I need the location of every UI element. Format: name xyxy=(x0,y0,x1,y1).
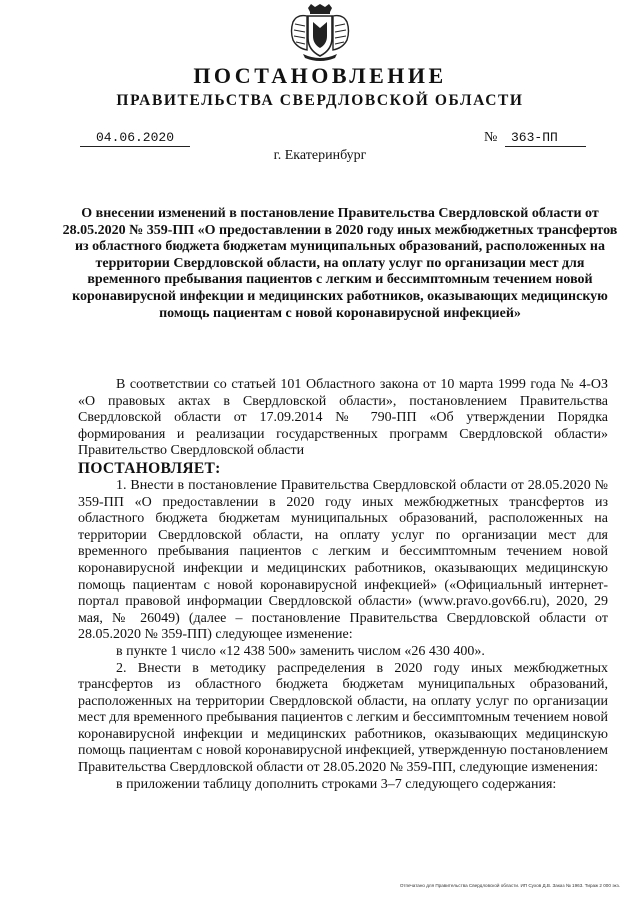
document-body xyxy=(78,377,608,793)
issue-city: г. Екатеринбург xyxy=(273,148,367,163)
item-1-change: в пункте 1 число «12 438 500» заменить числом «26 430 400». xyxy=(116,643,485,659)
preamble-paragraph: В соответствии со статьей 101 Областного закона от 10 марта 1999 года № 4-ОЗ «О правовых актах в Свердловской области», постановлением Правительства Свердловской области от 17.09.2014 № 790-ПП «Об утверждении Порядка формирования и реализации государственных программ Свердловской области» Правительство Свердловской области xyxy=(78,377,608,459)
document-date: 04.06.2020 xyxy=(80,130,190,147)
document-number: 363-ПП xyxy=(505,130,586,147)
number-sign: № xyxy=(484,130,498,145)
document-type-title: ПОСТАНОВЛЕНИЕ xyxy=(193,63,447,88)
document-heading: О внесении изменений в постановление Правительства Свердловской области от 28.05.2020 № 359-ПП «О предоставлении в 2020 году иных межбюджетных трансфертов из областного бюджета бюджетам муниципальных образований, расположенных на территории Свердловской области, на оплату услуг по организации мест для временного пребывания пациентов с легким и бессимптомным течением новой коронавирусной инфекции и медицинских работников, оказывающих медицинскую помощь пациентам с новой коронавирусной инфекцией» xyxy=(62,206,618,321)
item-2-paragraph: 2. Внести в методику распределения в 2020 году иных межбюджетных трансфертов из областного бюджета бюджетам муниципальных образований, расположенных на территории Свердловской области, на оплату услуг по организации мест для временного пребывания пациентов с легким и бессимптомным течением новой коронавирусной инфекции и медицинских работников, оказывающих медицинскую помощь пациентам с новой коронавирусной инфекцией, утвержденную постановлением Правительства Свердловской области от 28.05.2020 № 359-ПП, следующие изменения: xyxy=(78,660,608,776)
issuer-title: ПРАВИТЕЛЬСТВА СВЕРДЛОВСКОЙ ОБЛАСТИ xyxy=(116,92,524,109)
item-2-change: в приложении таблицу дополнить строками 3–7 следующего содержания: xyxy=(116,776,557,792)
resolves-label: ПОСТАНОВЛЯЕТ: xyxy=(78,459,221,477)
item-1-paragraph: 1. Внести в постановление Правительства Свердловской области от 28.05.2020 № 359-ПП «О предоставлении в 2020 году иных межбюджетных трансфертов из областного бюджета бюджетам муниципальных образований, расположенных на территории Свердловской области, на оплату услуг по организации мест для временного пребывания пациентов с легким и бессимптомным течением новой коронавирусной инфекции и медицинских работников, оказывающих медицинскую помощь пациентам с новой коронавирусной инфекцией» («Официальный интернет-портал правовой информации Свердловской области» (www.pravo.gov66.ru), 2020, 29 мая, № 26049) (далее – постановление Правительства Свердловской области от 28.05.2020 № 359-ПП) следующее изменение: xyxy=(78,477,608,643)
sverdlovsk-coat-of-arms-icon xyxy=(289,4,351,62)
print-footer: Отпечатано для Правительства Свердловской области. ИП Сухов Д.В. Заказ № 1963. Тираж 2 000 экз. xyxy=(399,883,620,888)
